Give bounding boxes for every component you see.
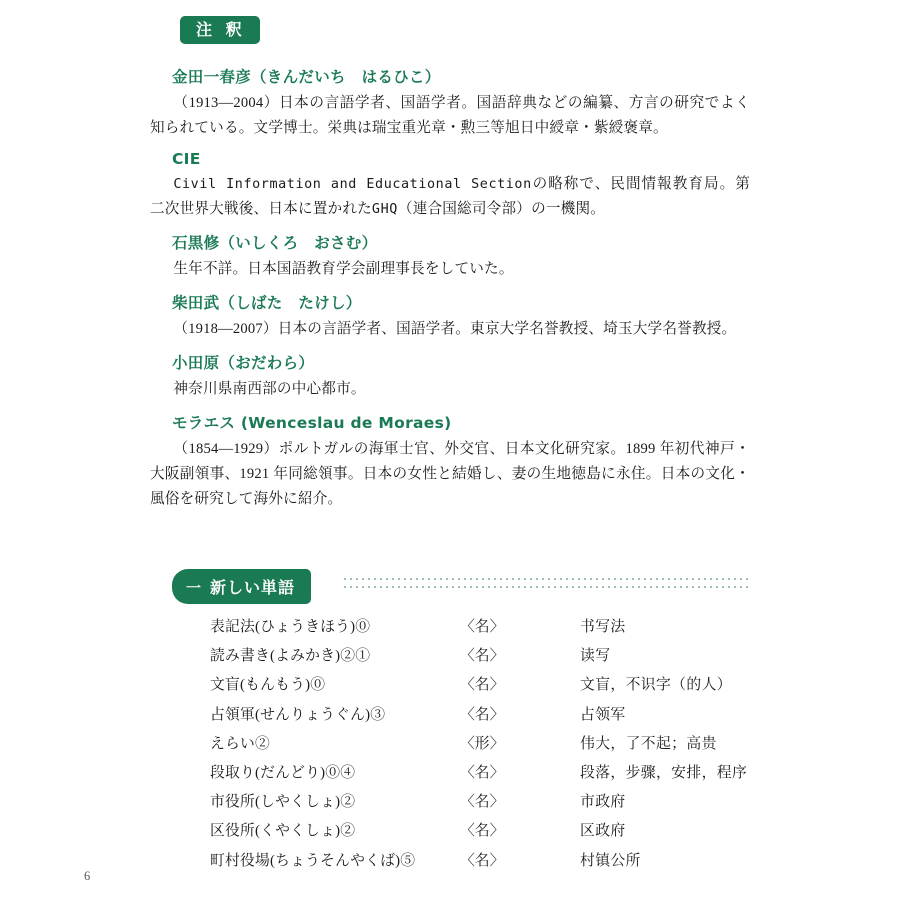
glossary-entry: [150, 411, 750, 512]
glossary-definition: （1913—2004）日本の言語学者、国語学者。国語辞典などの編纂、方言の研究でよく知られている。文学博士。栄典は瑞宝重光章・勲三等旭日中綬章・紫綬褒章。: [150, 94, 750, 136]
table-row: [210, 729, 747, 758]
vocab-pos: 〈名〉: [460, 648, 505, 665]
table-row: [210, 846, 747, 875]
glossary-definition: （1918—2007）日本の言語学者、国語学者。東京大学名誉教授、埼玉大学名誉教授。: [173, 321, 737, 338]
vocab-word: 町村役場(ちょうそんやくば)⑤: [210, 852, 416, 869]
glossary-definition-abbrev: GHQ: [371, 201, 398, 217]
vocab-pos: 〈名〉: [460, 706, 505, 723]
table-row: [210, 758, 747, 787]
vocab-meaning: 伟大，了不起；高贵: [580, 735, 717, 752]
vocab-word: 表記法(ひょうきほう)⓪: [210, 619, 371, 636]
vocab-meaning: 市政府: [580, 794, 626, 811]
vocab-meaning: 书写法: [580, 619, 626, 636]
vocab-meaning: 占领军: [580, 706, 626, 723]
table-row: [210, 642, 747, 671]
vocab-meaning: 读写: [580, 648, 611, 665]
vocab-word: 読み書き(よみかき)②①: [210, 648, 371, 665]
vocab-word: 市役所(しやくしょ)②: [210, 794, 356, 811]
glossary-term: 石黒修（いしくろ おさむ）: [172, 233, 378, 252]
vocab-pos: 〈名〉: [460, 677, 505, 694]
glossary-entry: [150, 291, 750, 342]
glossary-term: CIE: [172, 149, 201, 168]
vocab-meaning: 区政府: [580, 823, 626, 840]
glossary-definition: 神奈川県南西部の中心都市。: [173, 381, 366, 398]
glossary-term: モラエス (Wenceslau de Moraes): [172, 414, 452, 433]
vocab-pos: 〈形〉: [460, 735, 505, 752]
vocab-pos: 〈名〉: [460, 852, 505, 869]
vocab-meaning: 村镇公所: [580, 852, 641, 869]
table-row: [210, 671, 747, 700]
new-words-label: 新しい単語: [210, 577, 296, 597]
table-row: [210, 817, 747, 846]
vocab-word: 段取り(だんどり)⓪④: [210, 764, 356, 781]
annotations-section-badge: 注 釈: [180, 16, 260, 44]
vocab-word: 区役所(くやくしょ)②: [210, 823, 356, 840]
vocabulary-table: [210, 613, 747, 876]
vocab-pos: 〈名〉: [460, 823, 505, 840]
glossary-definition-part: の略称で、民間情報教育局。第二次世界大戦後、日本に置かれた: [150, 175, 750, 217]
glossary-term: 小田原（おだわら）: [172, 354, 315, 373]
vocab-meaning: 段落，步骤，安排，程序: [580, 764, 748, 781]
glossary-definition-latin: Civil Information and Educational Section: [173, 176, 532, 192]
vocab-pos: 〈名〉: [460, 619, 505, 636]
new-words-section-header: [172, 569, 750, 603]
glossary-entry: [150, 65, 750, 141]
vocab-word: 文盲(もんもう)⓪: [210, 677, 326, 694]
glossary-definition: 生年不詳。日本国語教育学会副理事長をしていた。: [173, 260, 514, 277]
vocab-word: 占領軍(せんりょうぐん)③: [210, 706, 386, 723]
vocab-pos: 〈名〉: [460, 794, 505, 811]
glossary-definition-part: （連合国総司令部）の一機関。: [397, 200, 606, 217]
page-number: 6: [84, 869, 91, 883]
vocab-meaning: 文盲，不识字（的人）: [580, 677, 732, 694]
glossary-term: 金田一春彦（きんだいち はるひこ）: [172, 67, 441, 86]
table-row: [210, 700, 747, 729]
new-words-pill: [172, 569, 311, 604]
new-words-number: 一: [186, 578, 203, 597]
glossary-term: 柴田武（しばた たけし）: [172, 294, 362, 313]
vocab-word: えらい②: [210, 735, 270, 752]
glossary-entry: [150, 150, 750, 222]
table-row: [210, 788, 747, 817]
glossary-entry: [150, 351, 750, 402]
glossary-entry: [150, 231, 750, 282]
decorative-dotted-rule: [344, 576, 750, 590]
glossary-definition: [150, 172, 750, 222]
vocab-pos: 〈名〉: [460, 764, 505, 781]
glossary-definition: （1854—1929）ポルトガルの海軍士官、外交官、日本文化研究家。1899 年初代神戸・大阪副領事、1921 年同総領事。日本の女性と結婚し、妻の生地徳島に永住。日本の文化・風俗を研究して海外に紹介。: [150, 441, 750, 508]
table-row: [210, 613, 747, 642]
